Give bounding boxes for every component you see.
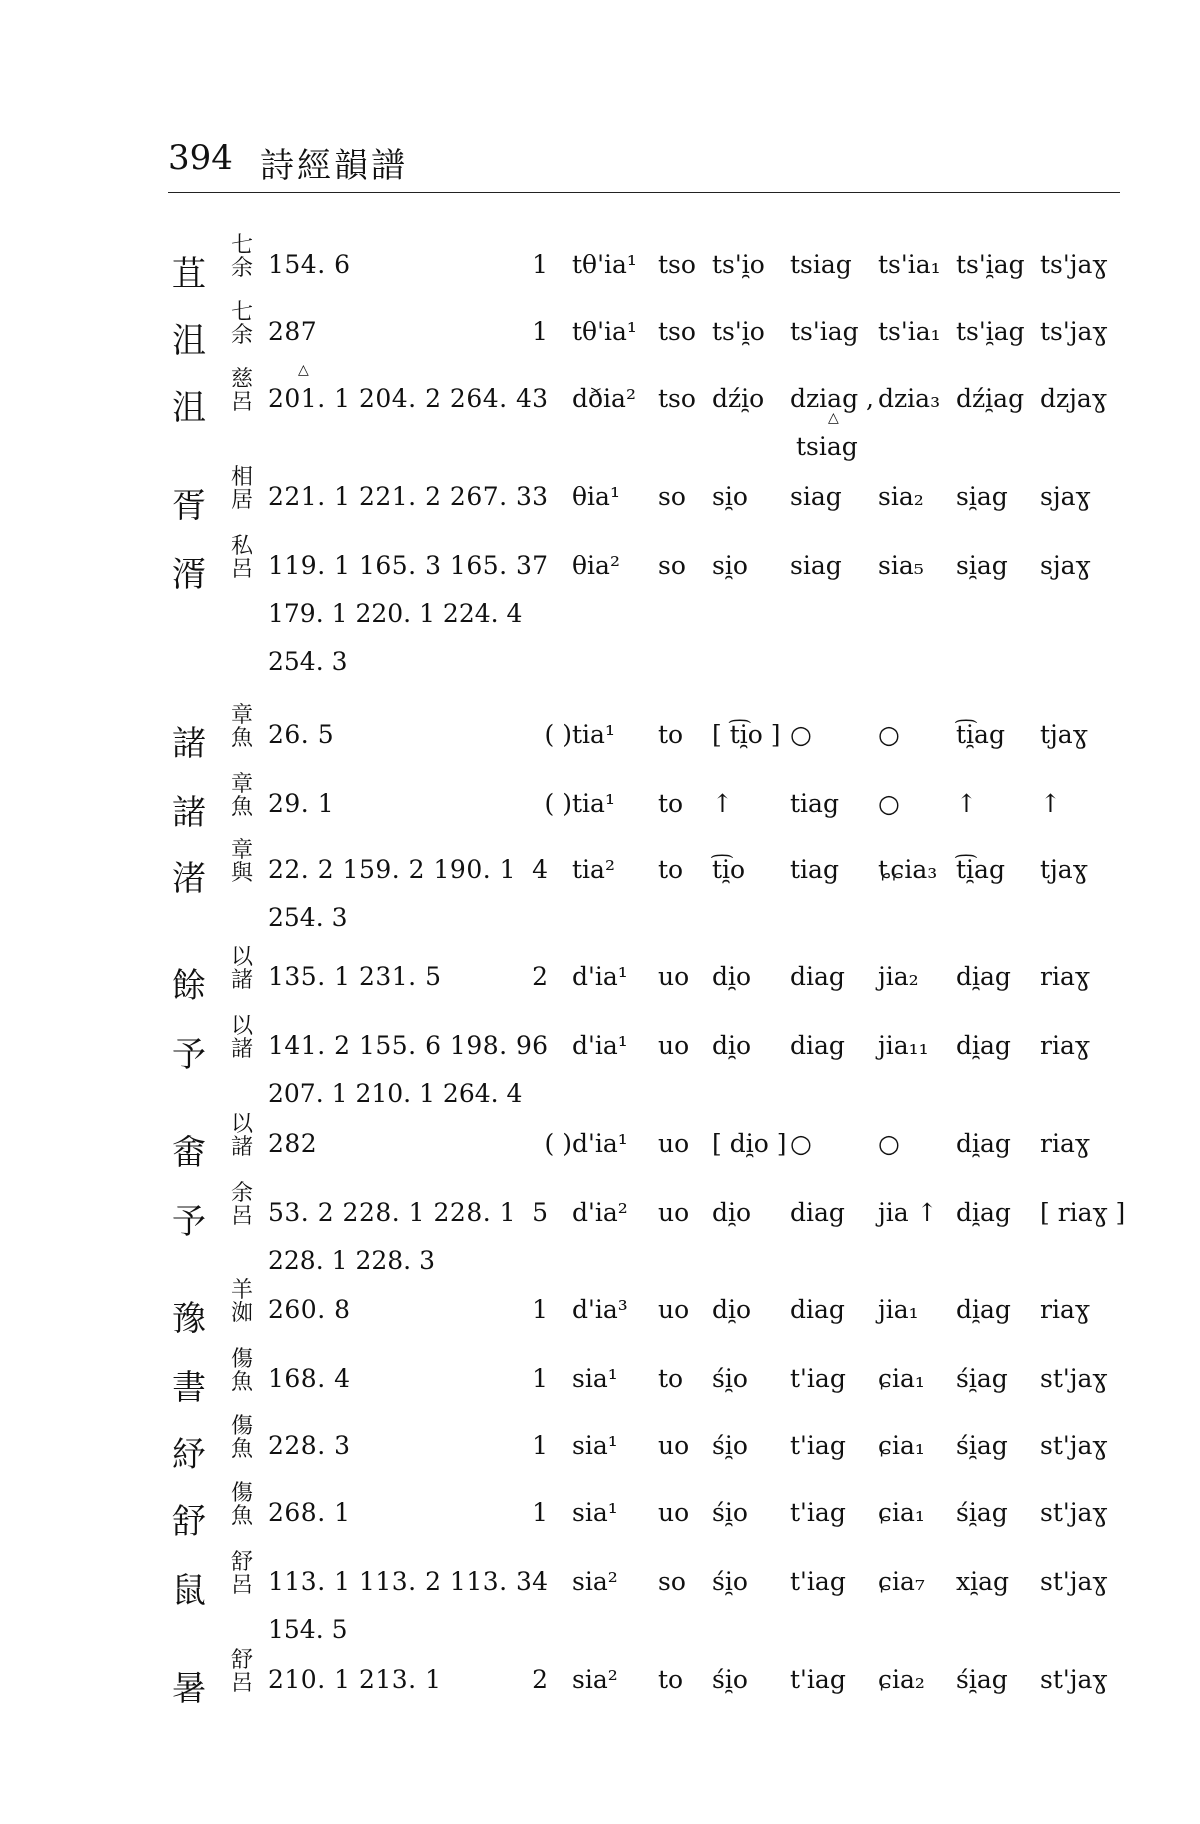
dong-cell: di̯ag: [956, 1198, 1011, 1227]
fanqie: 私 呂: [230, 534, 253, 582]
old-reading-cell: θia¹: [572, 482, 620, 511]
rhyme-count: 3: [532, 482, 548, 511]
poem-references-continued: 207. 1 210. 1 264. 4: [268, 1079, 523, 1108]
entry-character: 鼠: [172, 1571, 206, 1611]
poem-references: 26. 5: [268, 720, 335, 749]
dong-cell: di̯ag: [956, 1295, 1011, 1324]
karlgren-cell: ○: [790, 1129, 812, 1158]
li-cell: riaɣ: [1040, 962, 1090, 991]
dong-cell: ↑: [956, 789, 977, 818]
li-cell: riaɣ: [1040, 1031, 1090, 1060]
karlgren-cell: ts'iag: [790, 317, 859, 346]
middle-reading-cell: ↑: [712, 789, 733, 818]
old-reading-cell: tia¹: [572, 789, 615, 818]
rhyme-group-cell: to: [658, 1665, 684, 1694]
rhyme-group-cell: uo: [658, 962, 690, 991]
entry-character: 畬: [172, 1133, 206, 1173]
entry-character: 湑: [172, 555, 206, 595]
poem-references: 154. 6: [268, 250, 351, 279]
karlgren-cell: dziag ,: [790, 384, 874, 413]
li-cell: riaɣ: [1040, 1129, 1090, 1158]
middle-reading-cell: śi̯o: [712, 1665, 748, 1694]
old-reading-cell: sia¹: [572, 1498, 618, 1527]
fanqie: 舒 呂: [230, 1648, 253, 1696]
wang-cell: jia₁₁: [878, 1031, 929, 1060]
poem-references: 201. 1 204. 2 264. 4: [268, 384, 533, 413]
rhyme-count: ( ): [544, 789, 572, 818]
poem-references: 22. 2 159. 2 190. 1: [268, 855, 517, 884]
middle-reading-cell: ts'i̯o: [712, 317, 765, 346]
dong-cell: di̯ag: [956, 962, 1011, 991]
wang-cell: ɕia₂: [878, 1665, 925, 1694]
middle-reading-cell: t͡i̯o: [712, 855, 746, 884]
rhyme-count: 1: [532, 1431, 548, 1460]
wang-cell: ȶɕia₃: [878, 855, 938, 884]
dong-cell: si̯ag: [956, 482, 1008, 511]
middle-reading-cell: śi̯o: [712, 1498, 748, 1527]
middle-reading-cell: [ di̯o ]: [712, 1129, 787, 1158]
entry-character: 沮: [172, 388, 206, 428]
rhyme-count: 6: [532, 1031, 548, 1060]
karlgren-cell: tsiag: [790, 250, 852, 279]
wang-cell: ○: [878, 720, 900, 749]
entry-character: 予: [172, 1202, 206, 1242]
old-reading-cell: sia²: [572, 1665, 618, 1694]
dong-cell: t͡i̯ag: [956, 855, 1005, 884]
rhyme-group-cell: uo: [658, 1031, 690, 1060]
li-cell: riaɣ: [1040, 1295, 1090, 1324]
rhyme-group-cell: uo: [658, 1198, 690, 1227]
wang-cell: dzia₃: [878, 384, 941, 413]
old-reading-cell: tia¹: [572, 720, 615, 749]
rhyme-group-cell: to: [658, 1364, 684, 1393]
entry-character: 餘: [172, 966, 206, 1006]
wang-cell: jia₂: [878, 962, 919, 991]
dong-cell: śi̯ag: [956, 1364, 1008, 1393]
old-reading-cell: θia²: [572, 551, 620, 580]
dong-cell: ts'i̯ag: [956, 317, 1025, 346]
middle-reading-cell: dźi̯o: [712, 384, 765, 413]
fanqie: 章 魚: [230, 703, 253, 751]
poem-references: 228. 3: [268, 1431, 351, 1460]
fanqie: 余 呂: [230, 1181, 253, 1229]
dong-cell: di̯ag: [956, 1129, 1011, 1158]
entry-character: 諸: [172, 724, 206, 764]
rhyme-group-cell: tso: [658, 250, 696, 279]
middle-reading-cell: [ t͡i̯o ]: [712, 720, 781, 749]
old-reading-cell: sia¹: [572, 1431, 618, 1460]
entry-character: 胥: [172, 486, 206, 526]
wang-cell: ɕia₇: [878, 1567, 925, 1596]
fanqie: 傷 魚: [230, 1347, 253, 1395]
li-cell: ts'jaɣ: [1040, 317, 1108, 346]
karlgren-variant: tsiag: [796, 432, 858, 461]
karlgren-cell: tiag: [790, 789, 839, 818]
fanqie: 羊 洳: [230, 1278, 253, 1326]
li-cell: st'jaɣ: [1040, 1498, 1108, 1527]
old-reading-cell: tia²: [572, 855, 615, 884]
rhyme-group-cell: uo: [658, 1129, 690, 1158]
rhyme-count: ( ): [544, 720, 572, 749]
wang-cell: sia₅: [878, 551, 924, 580]
wang-cell: ○: [878, 789, 900, 818]
rhyme-count: 5: [532, 1198, 548, 1227]
fanqie: 傷 魚: [230, 1414, 253, 1462]
wang-cell: sia₂: [878, 482, 924, 511]
fanqie: 章 與: [230, 838, 253, 886]
poem-references-continued: 154. 5: [268, 1615, 348, 1644]
entry-character: 予: [172, 1035, 206, 1075]
rhyme-count: 2: [532, 1665, 548, 1694]
rhyme-group-cell: uo: [658, 1295, 690, 1324]
rhyme-count: 1: [532, 1498, 548, 1527]
dong-cell: śi̯ag: [956, 1665, 1008, 1694]
poem-references: 113. 1 113. 2 113. 3: [268, 1567, 533, 1596]
rhyme-count: 1: [532, 317, 548, 346]
karlgren-cell: siag: [790, 482, 842, 511]
entry-character: 渚: [172, 859, 206, 899]
rhyme-count: 7: [532, 551, 548, 580]
rhyme-group-cell: to: [658, 855, 684, 884]
li-cell: tjaɣ: [1040, 855, 1088, 884]
rhyme-group-cell: so: [658, 551, 686, 580]
wang-cell: ɕia₁: [878, 1431, 925, 1460]
rhyme-count: 1: [532, 1295, 548, 1324]
karlgren-cell: diag: [790, 962, 845, 991]
rhyme-count: 4: [532, 1567, 548, 1596]
rhyme-count: 1: [532, 1364, 548, 1393]
karlgren-cell: t'iag: [790, 1364, 846, 1393]
middle-reading-cell: śi̯o: [712, 1364, 748, 1393]
poem-references: 287: [268, 317, 318, 346]
old-reading-cell: tθ'ia¹: [572, 317, 637, 346]
poem-references: 221. 1 221. 2 267. 3: [268, 482, 533, 511]
dong-cell: śi̯ag: [956, 1431, 1008, 1460]
fanqie: 七 余: [230, 300, 253, 348]
rhyme-group-cell: uo: [658, 1431, 690, 1460]
wang-cell: ɕia₁: [878, 1364, 925, 1393]
karlgren-cell: diag: [790, 1031, 845, 1060]
rhyme-count: 3: [532, 384, 548, 413]
entry-character: 沮: [172, 321, 206, 361]
old-reading-cell: d'ia²: [572, 1198, 628, 1227]
old-reading-cell: dðia²: [572, 384, 636, 413]
fanqie: 以 諸: [230, 1112, 253, 1160]
li-cell: sjaɣ: [1040, 551, 1091, 580]
fanqie: 以 諸: [230, 945, 253, 993]
rhyme-count: 1: [532, 250, 548, 279]
middle-reading-cell: di̯o: [712, 1031, 752, 1060]
poem-references-continued: 254. 3: [268, 647, 348, 676]
old-reading-cell: d'ia¹: [572, 1031, 628, 1060]
li-cell: st'jaɣ: [1040, 1431, 1108, 1460]
old-reading-cell: d'ia¹: [572, 1129, 628, 1158]
book-title: 詩經韻譜: [260, 146, 408, 186]
middle-reading-cell: di̯o: [712, 1198, 752, 1227]
li-cell: st'jaɣ: [1040, 1665, 1108, 1694]
karlgren-cell: diag: [790, 1198, 845, 1227]
poem-references: 168. 4: [268, 1364, 351, 1393]
karlgren-cell: t'iag: [790, 1498, 846, 1527]
dong-cell: t͡i̯ag: [956, 720, 1005, 749]
poem-references: 141. 2 155. 6 198. 9: [268, 1031, 533, 1060]
rhyme-group-cell: so: [658, 482, 686, 511]
middle-reading-cell: śi̯o: [712, 1431, 748, 1460]
middle-reading-cell: si̯o: [712, 482, 748, 511]
fanqie: 七 余: [230, 233, 253, 281]
fanqie: 相 居: [230, 465, 253, 513]
rhyme-group-cell: so: [658, 1567, 686, 1596]
karlgren-cell: diag: [790, 1295, 845, 1324]
dong-cell: xi̯ag: [956, 1567, 1010, 1596]
rhyme-group-cell: tso: [658, 317, 696, 346]
wang-cell: ○: [878, 1129, 900, 1158]
middle-reading-cell: di̯o: [712, 1295, 752, 1324]
poem-references-continued: 179. 1 220. 1 224. 4: [268, 599, 523, 628]
dong-cell: si̯ag: [956, 551, 1008, 580]
karlgren-cell: t'iag: [790, 1431, 846, 1460]
li-cell: dzjaɣ: [1040, 384, 1107, 413]
poem-references: 282: [268, 1129, 318, 1158]
fanqie: 以 諸: [230, 1014, 253, 1062]
entry-character: 苴: [172, 254, 206, 294]
wang-cell: ts'ia₁: [878, 250, 941, 279]
poem-references: 260. 8: [268, 1295, 351, 1324]
poem-references-continued: 254. 3: [268, 903, 348, 932]
entry-character: 諸: [172, 793, 206, 833]
middle-reading-cell: di̯o: [712, 962, 752, 991]
fanqie: 傷 魚: [230, 1481, 253, 1529]
karlgren-cell: siag: [790, 551, 842, 580]
li-cell: ↑: [1040, 789, 1061, 818]
wang-cell: jia ↑: [878, 1198, 938, 1227]
poem-references-continued: 228. 1 228. 3: [268, 1246, 435, 1275]
fanqie: 舒 呂: [230, 1550, 253, 1598]
poem-references: 119. 1 165. 3 165. 3: [268, 551, 533, 580]
fanqie: 慈 呂: [230, 367, 253, 415]
karlgren-cell: tiag: [790, 855, 839, 884]
triangle-mark: △: [828, 410, 839, 426]
li-cell: st'jaɣ: [1040, 1567, 1108, 1596]
rhyme-count: 2: [532, 962, 548, 991]
li-cell: ts'jaɣ: [1040, 250, 1108, 279]
middle-reading-cell: ts'i̯o: [712, 250, 765, 279]
dong-cell: di̯ag: [956, 1031, 1011, 1060]
dong-cell: śi̯ag: [956, 1498, 1008, 1527]
poem-references: 268. 1: [268, 1498, 351, 1527]
rhyme-count: 4: [532, 855, 548, 884]
page-number: 394: [168, 138, 233, 178]
dong-cell: dźi̯ag: [956, 384, 1025, 413]
rhyme-group-cell: tso: [658, 384, 696, 413]
rhyme-group-cell: to: [658, 720, 684, 749]
karlgren-cell: t'iag: [790, 1665, 846, 1694]
middle-reading-cell: si̯o: [712, 551, 748, 580]
dong-cell: ts'i̯ag: [956, 250, 1025, 279]
old-reading-cell: d'ia³: [572, 1295, 628, 1324]
li-cell: sjaɣ: [1040, 482, 1091, 511]
triangle-mark: △: [298, 362, 309, 378]
li-cell: [ riaɣ ]: [1040, 1198, 1126, 1227]
wang-cell: ɕia₁: [878, 1498, 925, 1527]
li-cell: st'jaɣ: [1040, 1364, 1108, 1393]
entry-character: 舒: [172, 1502, 206, 1542]
entry-character: 豫: [172, 1299, 206, 1339]
old-reading-cell: tθ'ia¹: [572, 250, 637, 279]
fanqie: 章 魚: [230, 772, 253, 820]
poem-references: 29. 1: [268, 789, 335, 818]
rhyme-group-cell: to: [658, 789, 684, 818]
middle-reading-cell: śi̯o: [712, 1567, 748, 1596]
karlgren-cell: t'iag: [790, 1567, 846, 1596]
old-reading-cell: d'ia¹: [572, 962, 628, 991]
poem-references: 53. 2 228. 1 228. 1: [268, 1198, 517, 1227]
old-reading-cell: sia¹: [572, 1364, 618, 1393]
li-cell: tjaɣ: [1040, 720, 1088, 749]
poem-references: 135. 1 231. 5: [268, 962, 442, 991]
wang-cell: jia₁: [878, 1295, 919, 1324]
entry-character: 紓: [172, 1435, 206, 1475]
rhyme-group-cell: uo: [658, 1498, 690, 1527]
wang-cell: ts'ia₁: [878, 317, 941, 346]
poem-references: 210. 1 213. 1: [268, 1665, 442, 1694]
rhyme-count: ( ): [544, 1129, 572, 1158]
entry-character: 暑: [172, 1669, 206, 1709]
entry-character: 書: [172, 1368, 206, 1408]
old-reading-cell: sia²: [572, 1567, 618, 1596]
karlgren-cell: ○: [790, 720, 812, 749]
